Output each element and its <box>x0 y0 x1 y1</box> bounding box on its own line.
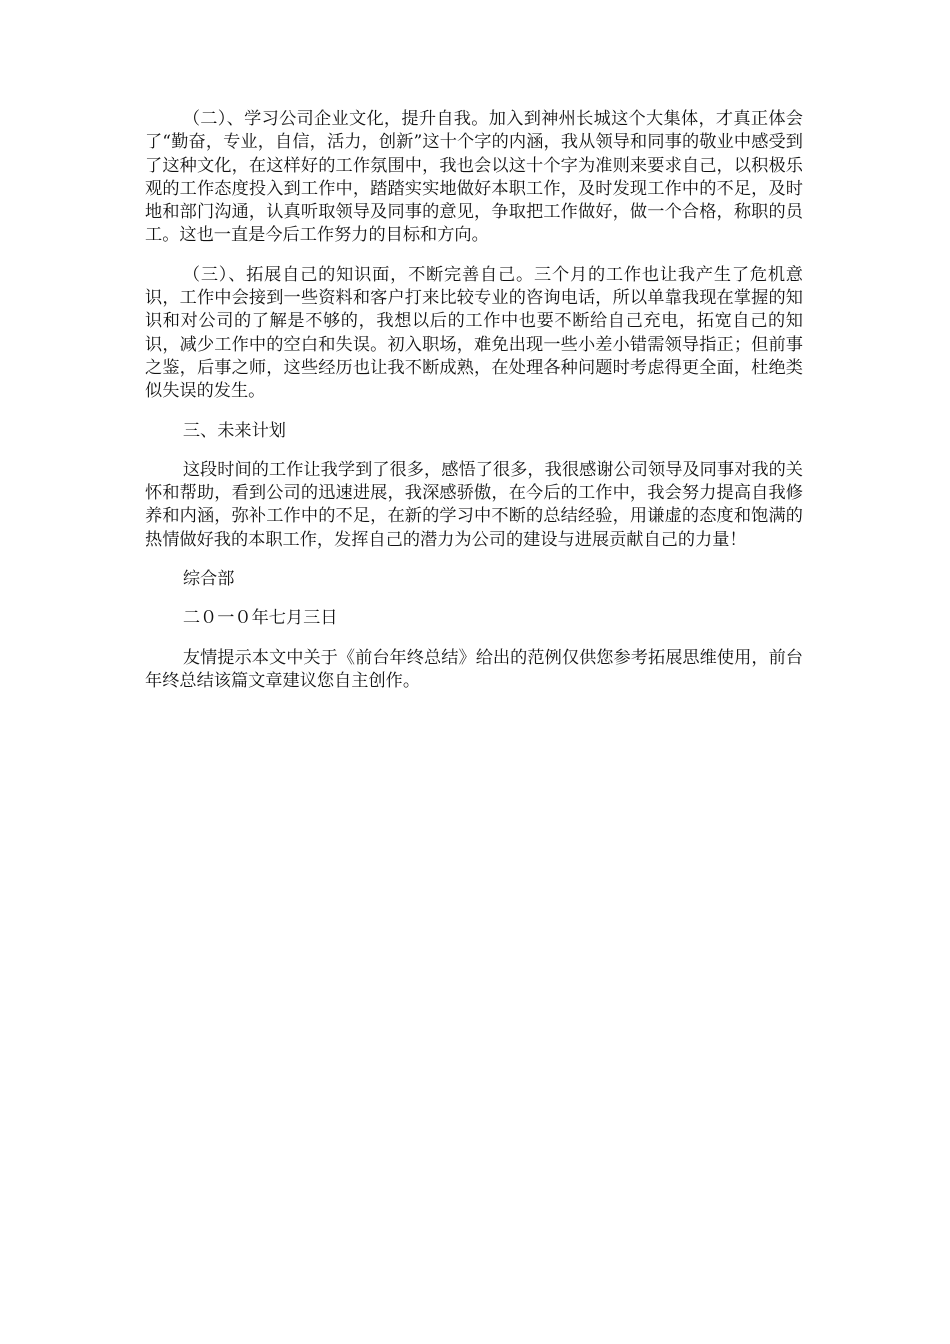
signature-department: 综合部 <box>182 569 235 590</box>
document-body <box>145 108 803 709</box>
signature-date: 二０一０年七月三日 <box>182 608 338 629</box>
friendly-reminder-note: 友情提示本文中关于《前台年终总结》给出的范例仅供您参考拓展思维使用，前台年终总结该篇文章建议您自主创作。 <box>145 647 803 691</box>
paragraph-company-culture: （二）、学习公司企业文化，提升自我。加入到神州长城这个大集体，才真正体会了“勤奋，专业，自信，活力，创新”这十个字的内涵，我从领导和同事的敬业中感受到了这种文化，在这样好的工作氛围中，我也会以这十个字为准则来要求自己，以积极乐观的工作态度投入到工作中，踏踏实实地做好本职工作，及时发现工作中的不足，及时地和部门沟通，认真听取领导及同事的意见，争取把工作做好，做一个合格，称职的员工。这也一直是今后工作努力的目标和方向。 <box>145 109 803 246</box>
paragraph-future-plan: 这段时间的工作让我学到了很多，感悟了很多，我很感谢公司领导及同事对我的关怀和帮助，看到公司的迅速进展，我深感骄傲，在今后的工作中，我会努力提高自我修养和内涵，弥补工作中的不足，在新的学习中不断的总结经验，用谦虚的态度和饱满的热情做好我的本职工作，发挥自己的潜力为公司的建设与进展贡献自己的力量！ <box>145 459 803 550</box>
section-heading-future-plan: 三、未来计划 <box>182 420 286 441</box>
paragraph-knowledge-expansion: （三）、拓展自己的知识面，不断完善自己。三个月的工作也让我产生了危机意识，工作中会接到一些资料和客户打来比较专业的咨询电话，所以单靠我现在掌握的知识和对公司的了解是不够的，我想以后的工作中也要不断给自己充电，拓宽自己的知识，减少工作中的空白和失误。初入职场，难免出现一些小差小错需领导指正；但前事之鉴，后事之师，这些经历也让我不断成熟，在处理各种问题时考虑得更全面，杜绝类似失误的发生。 <box>145 264 803 402</box>
